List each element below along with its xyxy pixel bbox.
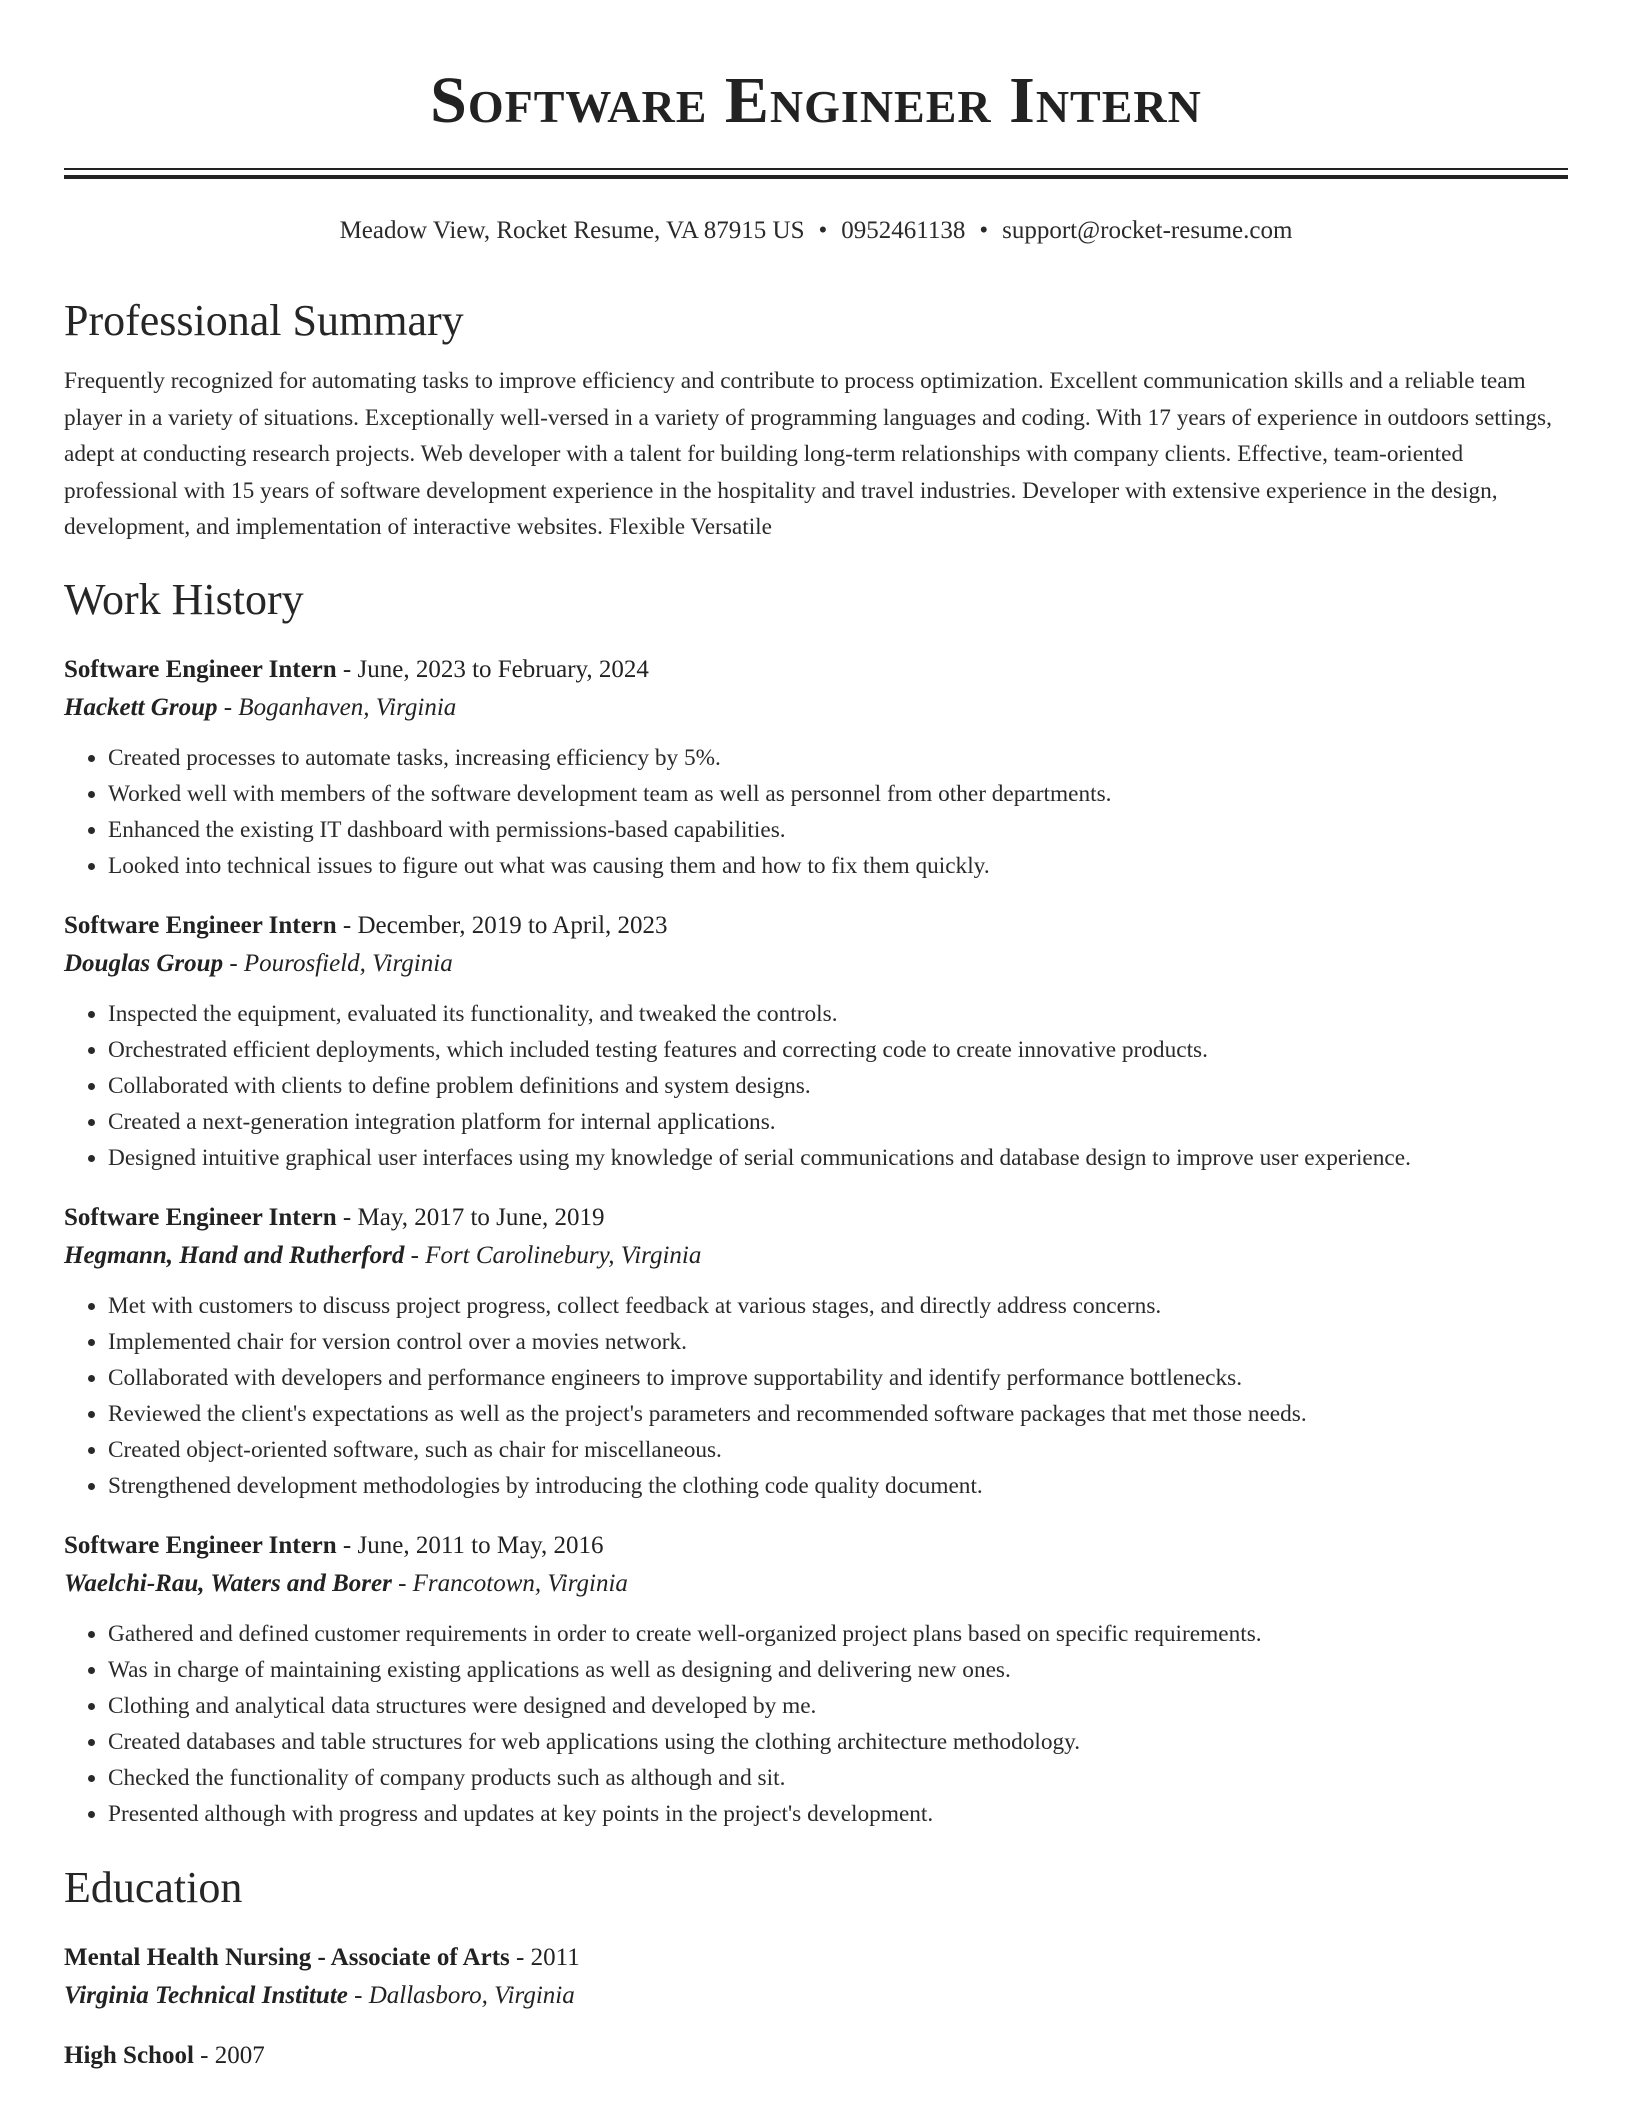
education-entry	[64, 1940, 1568, 2016]
job-title-line	[64, 1528, 1568, 1564]
education-year: - 2007	[193, 2041, 265, 2069]
contact-address: Meadow View, Rocket Resume, VA 87915 US	[339, 217, 805, 244]
job-title-line	[64, 1200, 1568, 1236]
job-location: - Pourosfield, Virginia	[223, 949, 453, 977]
list-item: • Enhanced the existing IT dashboard with permissions-based capabilities.	[108, 812, 1568, 848]
job-dates: - December, 2019 to April, 2023	[336, 911, 668, 939]
list-item: • Met with customers to discuss project progress, collect feedback at various stages, and directly address concerns.	[108, 1288, 1568, 1324]
job-company: Hackett Group	[64, 693, 218, 721]
education-location: - Dallasboro, Virginia	[347, 1981, 575, 2009]
education-degree: High School	[64, 2041, 194, 2069]
education-school-line	[64, 1976, 1568, 2016]
job-company-line	[64, 1236, 1568, 1276]
list-item: • Strengthened development methodologies by introducing the clothing code quality document.	[108, 1468, 1568, 1504]
contact-separator: •	[818, 217, 828, 244]
job-company: Waelchi-Rau, Waters and Borer	[64, 1569, 392, 1597]
work-history-section	[64, 572, 1568, 1832]
title-divider-thin	[64, 168, 1568, 170]
list-item: • Looked into technical issues to figure out what was causing them and how to fix them quickly.	[108, 848, 1568, 884]
contact-line	[64, 215, 1568, 247]
resume-title: Software Engineer Intern	[430, 64, 1202, 137]
list-item: • Reviewed the client's expectations as well as the project's parameters and recommended software packages that met those needs.	[108, 1396, 1568, 1432]
list-item: • Checked the functionality of company products such as although and sit.	[108, 1760, 1568, 1796]
section-heading-education: Education	[64, 1862, 243, 1912]
list-item: • Created databases and table structures for web applications using the clothing architecture methodology.	[108, 1724, 1568, 1760]
list-item: • Orchestrated efficient deployments, which included testing features and correcting code to create innovative products.	[108, 1032, 1568, 1068]
job-title-line	[64, 652, 1568, 688]
job-location: - Boganhaven, Virginia	[217, 693, 457, 721]
job-bullets	[64, 1288, 1568, 1504]
list-item: • Collaborated with developers and performance engineers to improve supportability and identify performance bottlenecks.	[108, 1360, 1568, 1396]
job-entry	[64, 908, 1568, 1176]
job-location: - Fort Carolinebury, Virginia	[404, 1241, 702, 1269]
education-section	[64, 1860, 1568, 2074]
job-company-line	[64, 944, 1568, 984]
education-degree: Mental Health Nursing - Associate of Arts	[64, 1943, 510, 1971]
education-degree-line	[64, 1940, 1568, 1976]
contact-phone: 0952461138	[841, 217, 966, 244]
list-item: • Clothing and analytical data structures were designed and developed by me.	[108, 1688, 1568, 1724]
contact-separator: •	[979, 217, 989, 244]
job-dates: - June, 2011 to May, 2016	[336, 1531, 604, 1559]
job-entry	[64, 652, 1568, 884]
job-bullets	[64, 740, 1568, 884]
list-item: • Created processes to automate tasks, increasing efficiency by 5%.	[108, 740, 1568, 776]
education-school: Virginia Technical Institute	[64, 1981, 348, 2009]
section-heading-work: Work History	[64, 574, 304, 624]
job-dates: - June, 2023 to February, 2024	[336, 655, 649, 683]
job-bullets	[64, 1616, 1568, 1832]
list-item: • Created object-oriented software, such as chair for miscellaneous.	[108, 1432, 1568, 1468]
section-heading-summary: Professional Summary	[64, 296, 464, 345]
education-degree-line	[64, 2038, 1568, 2074]
list-item: • Worked well with members of the software development team as well as personnel from other departments.	[108, 776, 1568, 812]
job-entry	[64, 1528, 1568, 1832]
contact-email: support@rocket-resume.com	[1002, 217, 1293, 244]
job-title: Software Engineer Intern	[64, 1203, 337, 1231]
job-location: - Francotown, Virginia	[391, 1569, 628, 1597]
job-company: Douglas Group	[64, 949, 224, 977]
list-item: • Designed intuitive graphical user interfaces using my knowledge of serial communications and database design to improve user experience.	[108, 1140, 1568, 1176]
list-item: • Collaborated with clients to define problem definitions and system designs.	[108, 1068, 1568, 1104]
education-entry	[64, 2038, 1568, 2074]
job-title: Software Engineer Intern	[64, 655, 337, 683]
job-company-line	[64, 1564, 1568, 1604]
list-item: • Was in charge of maintaining existing applications as well as designing and delivering new ones.	[108, 1652, 1568, 1688]
professional-summary-section	[64, 293, 1568, 546]
summary-text: Frequently recognized for automating tasks to improve efficiency and contribute to process optimization. Excellent communication skills and a reliable team player in a variety of situations. Exceptionally well-versed in a variety of programming languages and coding. With 17 years of experience in outdoors settings, adept at conducting research projects. Web developer with a talent for building long-term relationships with company clients. Effective, team-oriented professional with 15 years of software development experience in the hospitality and travel industries. Developer with extensive experience in the design, development, and implementation of interactive websites. Flexible Versatile	[64, 368, 1552, 540]
education-year: - 2011	[509, 1943, 580, 1971]
job-title-line	[64, 908, 1568, 944]
job-company: Hegmann, Hand and Rutherford	[64, 1241, 405, 1269]
list-item: • Presented although with progress and updates at key points in the project's development.	[108, 1796, 1568, 1832]
job-bullets	[64, 996, 1568, 1176]
job-company-line	[64, 688, 1568, 728]
job-title: Software Engineer Intern	[64, 1531, 337, 1559]
job-title: Software Engineer Intern	[64, 911, 337, 939]
job-dates: - May, 2017 to June, 2019	[336, 1203, 605, 1231]
list-item: • Implemented chair for version control over a movies network.	[108, 1324, 1568, 1360]
title-divider-thick	[64, 175, 1568, 179]
job-entry	[64, 1200, 1568, 1504]
list-item: • Inspected the equipment, evaluated its functionality, and tweaked the controls.	[108, 996, 1568, 1032]
list-item: • Created a next-generation integration platform for internal applications.	[108, 1104, 1568, 1140]
list-item: • Gathered and defined customer requirements in order to create well-organized project plans based on specific requirements.	[108, 1616, 1568, 1652]
